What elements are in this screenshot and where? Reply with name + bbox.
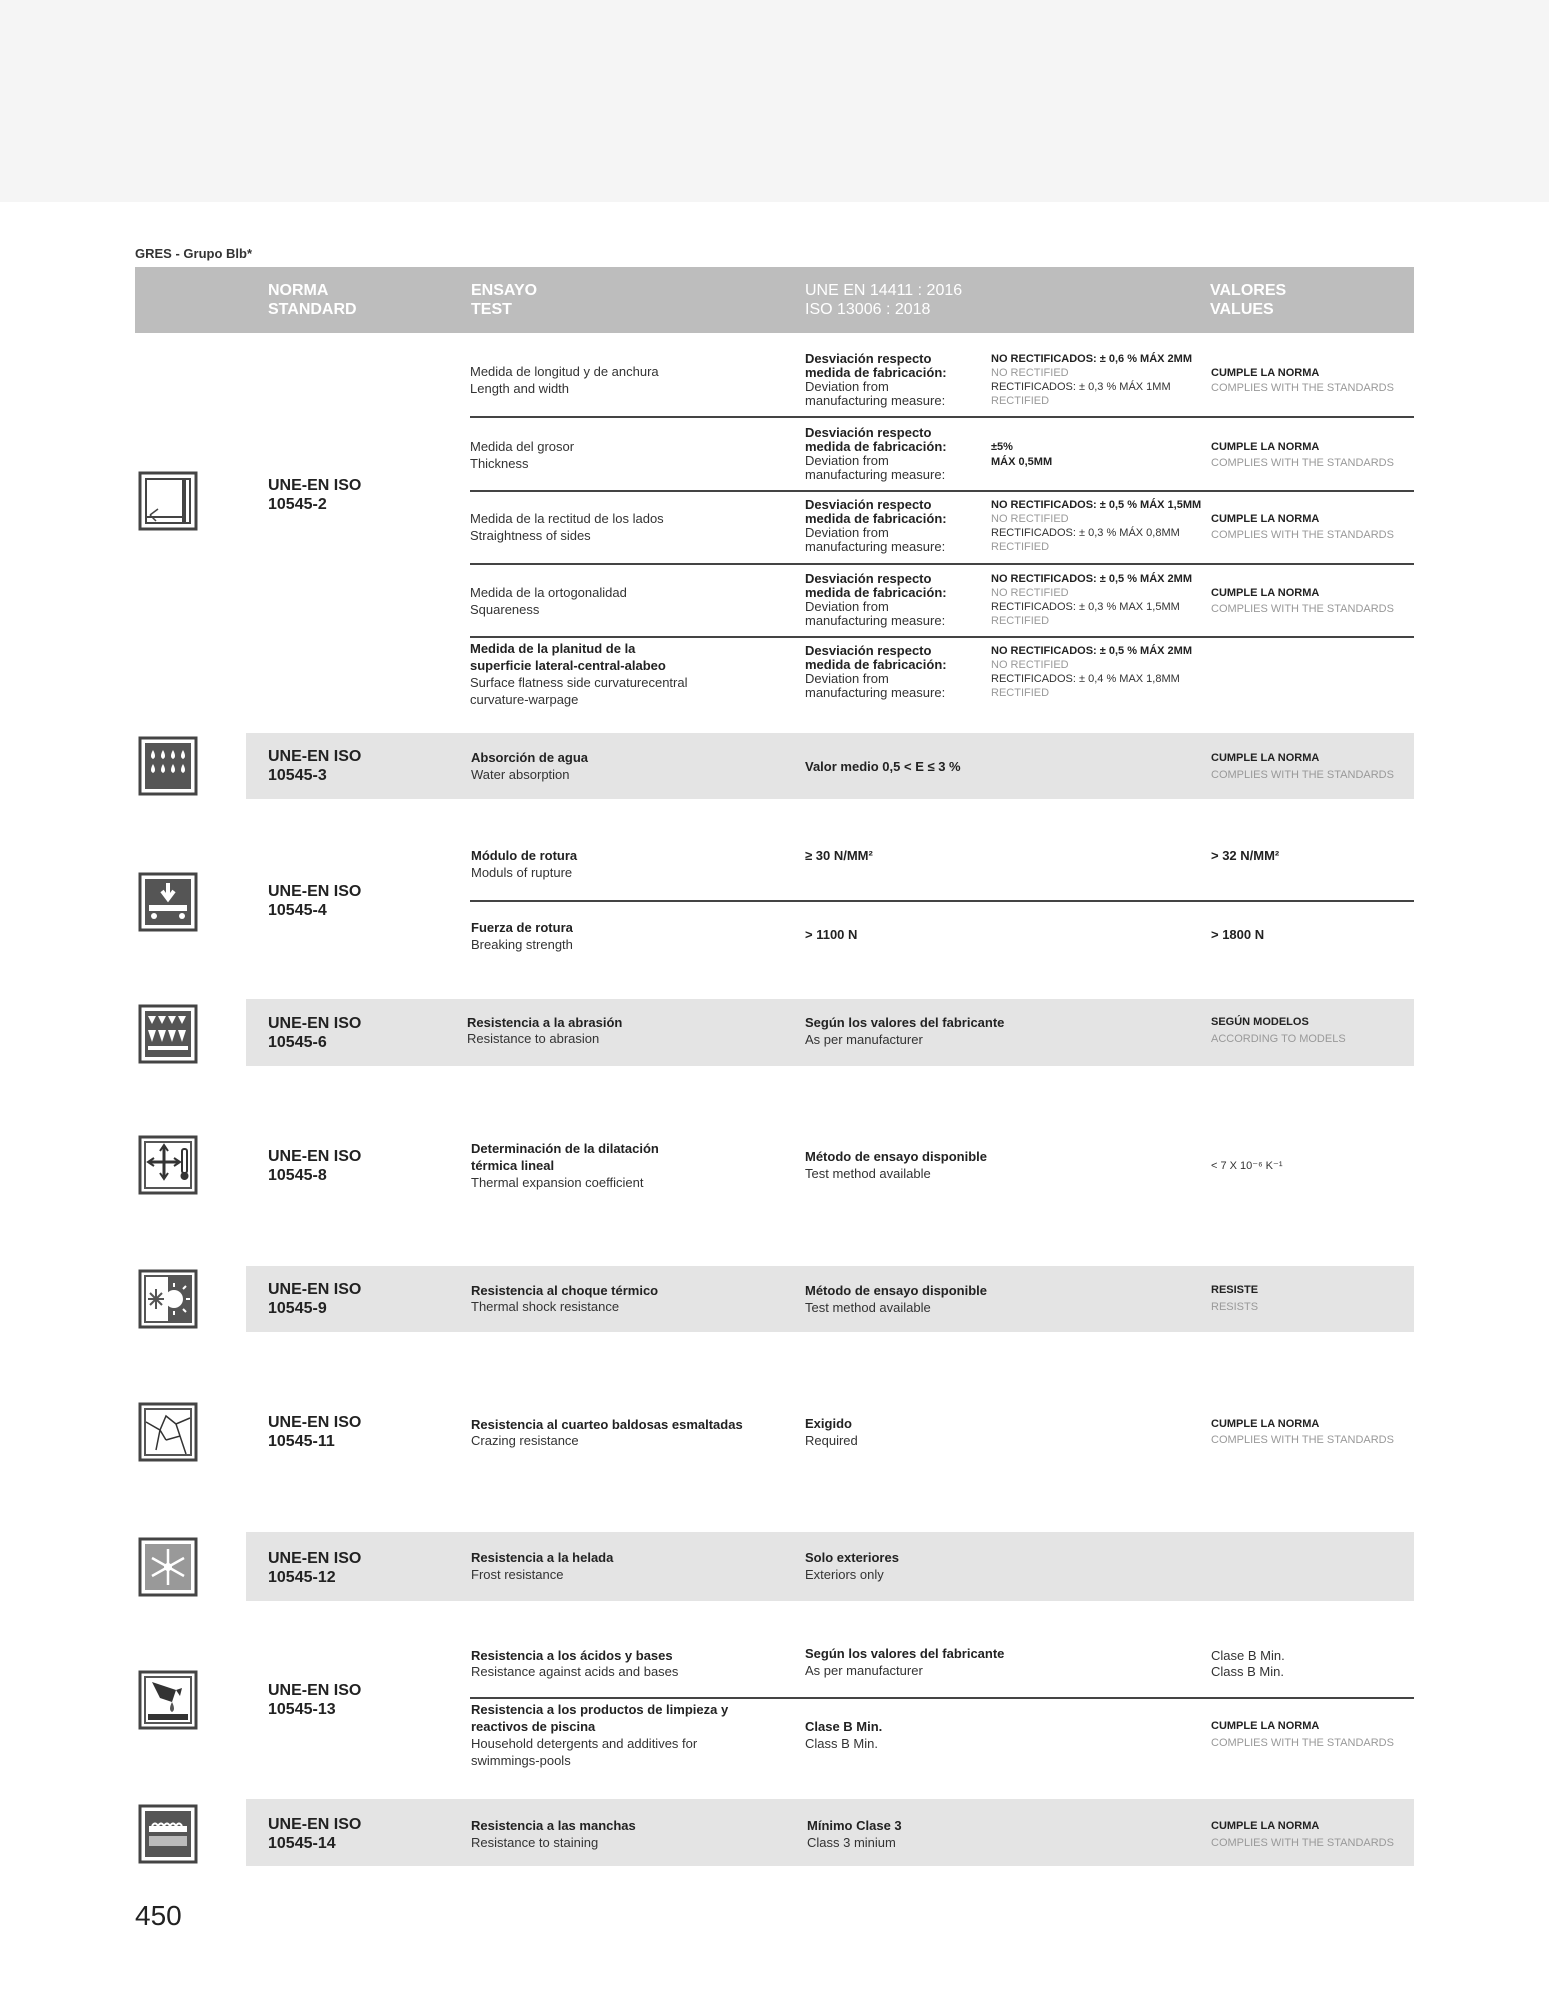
test-es: Resistencia a las manchas bbox=[471, 1818, 636, 1833]
req-line: RECTIFICADOS: ± 0,3 % MÁX 0,8MM bbox=[991, 527, 1180, 539]
req-line: RECTIFICADOS: ± 0,3 % MÁX 1MM bbox=[991, 381, 1171, 393]
test-es: Resistencia a los ácidos y bases bbox=[471, 1648, 673, 1663]
test-en: Resistance against acids and bases bbox=[471, 1664, 679, 1679]
test-es: térmica lineal bbox=[471, 1158, 555, 1173]
frost-icon bbox=[136, 1535, 200, 1599]
test-en: swimmings-pools bbox=[471, 1753, 571, 1768]
header-une: UNE EN 14411 : 2016 bbox=[805, 282, 963, 299]
req-line: ±5% bbox=[991, 441, 1013, 453]
value-complies: COMPLIES WITH THE STANDARDS bbox=[1211, 529, 1394, 541]
value: > 32 N/MM² bbox=[1211, 848, 1280, 863]
desv-line-2: medida de fabricación: bbox=[805, 365, 947, 380]
requirement-en: Test method available bbox=[805, 1300, 931, 1315]
value-complies: COMPLIES WITH THE STANDARDS bbox=[1211, 382, 1394, 394]
value-es: SEGÚN MODELOS bbox=[1211, 1016, 1309, 1028]
row-divider bbox=[470, 563, 1414, 565]
top-margin-band bbox=[0, 0, 1549, 202]
value-complies: COMPLIES WITH THE STANDARDS bbox=[1211, 603, 1394, 615]
test-es: Resistencia al choque térmico bbox=[471, 1283, 659, 1298]
norma-10545-11: UNE-EN ISO 10545-11 bbox=[268, 1414, 362, 1450]
thermal-expansion-icon bbox=[136, 1133, 200, 1197]
norma-10545-12: UNE-EN ISO 10545-12 bbox=[268, 1550, 362, 1586]
row-divider bbox=[470, 900, 1414, 902]
desv-line-1: Desviación respecto bbox=[805, 571, 932, 586]
header-values: VALUES bbox=[1210, 301, 1274, 318]
test-en: Thermal shock resistance bbox=[471, 1299, 620, 1314]
test-straightness-es: Medida de la rectitud de los lados bbox=[470, 511, 664, 526]
test-es: reactivos de piscina bbox=[471, 1719, 596, 1734]
test-en: Water absorption bbox=[471, 767, 570, 782]
requirement-es: Solo exteriores bbox=[805, 1550, 899, 1565]
value-complies: COMPLIES WITH THE STANDARDS bbox=[1211, 1434, 1394, 1446]
dev-line-2: manufacturing measure: bbox=[805, 467, 946, 482]
desv-line-2: medida de fabricación: bbox=[805, 439, 947, 454]
requirement-en: As per manufacturer bbox=[805, 1032, 923, 1047]
test-length-es: Medida de longitud y de anchura bbox=[470, 364, 659, 379]
test-straightness-en: Straightness of sides bbox=[470, 528, 591, 543]
value-es: RESISTE bbox=[1211, 1284, 1259, 1296]
requirement-en: As per manufacturer bbox=[805, 1663, 923, 1678]
dev-line-2: manufacturing measure: bbox=[805, 613, 946, 628]
dev-line-1: Deviation from bbox=[805, 671, 889, 686]
desv-line-2: medida de fabricación: bbox=[805, 657, 947, 672]
row-divider bbox=[470, 1697, 1414, 1699]
test-es: Absorción de agua bbox=[471, 750, 589, 765]
req-line: NO RECTIFIED bbox=[991, 367, 1069, 379]
test-en: Resistance to staining bbox=[471, 1835, 599, 1850]
value-cumple: CUMPLE LA NORMA bbox=[1211, 1820, 1320, 1832]
desv-line-2: medida de fabricación: bbox=[805, 585, 947, 600]
value-complies: COMPLIES WITH THE STANDARDS bbox=[1211, 769, 1394, 781]
req-line: NO RECTIFIED bbox=[991, 587, 1069, 599]
req-line: NO RECTIFIED bbox=[991, 659, 1069, 671]
norma-10545-8: UNE-EN ISO 10545-8 bbox=[268, 1148, 362, 1184]
req-line: NO RECTIFIED bbox=[991, 513, 1069, 525]
test-es: Determinación de la dilatación bbox=[471, 1141, 659, 1156]
desv-line-2: medida de fabricación: bbox=[805, 511, 947, 526]
value-es: Clase B Min. bbox=[1211, 1648, 1285, 1663]
value-cumple: CUMPLE LA NORMA bbox=[1211, 367, 1320, 379]
row-divider bbox=[470, 636, 1414, 638]
test-en: Household detergents and additives for bbox=[471, 1736, 698, 1751]
value-cumple: CUMPLE LA NORMA bbox=[1211, 1418, 1320, 1430]
test-es: Resistencia a la abrasión bbox=[467, 1015, 623, 1030]
req-line: RECTIFIED bbox=[991, 615, 1050, 627]
test-en: Moduls of rupture bbox=[471, 865, 573, 880]
requirement-es: Exigido bbox=[805, 1416, 852, 1431]
test-thickness-en: Thickness bbox=[470, 456, 529, 471]
test-flatness-en: Surface flatness side curvaturecentral bbox=[470, 675, 688, 690]
chemical-resistance-icon bbox=[136, 1668, 200, 1732]
dev-line-1: Deviation from bbox=[805, 453, 889, 468]
req-line: MÁX 0,5MM bbox=[991, 456, 1053, 468]
value-cumple: CUMPLE LA NORMA bbox=[1211, 513, 1320, 525]
value-cumple: CUMPLE LA NORMA bbox=[1211, 1720, 1320, 1732]
page-number: 450 bbox=[135, 1900, 182, 1931]
dimensions-icon bbox=[136, 469, 200, 533]
table-header bbox=[135, 267, 1414, 333]
norma-10545-14: UNE-EN ISO 10545-14 bbox=[268, 1816, 362, 1852]
test-en: Resistance to abrasion bbox=[467, 1031, 600, 1046]
requirement-es: Según los valores del fabricante bbox=[805, 1015, 1005, 1030]
test-es: Resistencia a la helada bbox=[471, 1550, 614, 1565]
value-en: Class B Min. bbox=[1211, 1664, 1284, 1679]
norma-10545-13: UNE-EN ISO 10545-13 bbox=[268, 1682, 362, 1718]
test-thickness-es: Medida del grosor bbox=[470, 439, 575, 454]
test-squareness-es: Medida de la ortogonalidad bbox=[470, 585, 627, 600]
test-es: Fuerza de rotura bbox=[471, 920, 573, 935]
header-valores: VALORES bbox=[1210, 282, 1287, 299]
requirement-en: Exteriors only bbox=[805, 1567, 884, 1582]
req-line: RECTIFIED bbox=[991, 687, 1050, 699]
value: > 1800 N bbox=[1211, 927, 1265, 942]
test-es: Módulo de rotura bbox=[471, 848, 578, 863]
header-norma: NORMA bbox=[268, 282, 329, 299]
dev-line-2: manufacturing measure: bbox=[805, 539, 946, 554]
test-en: Frost resistance bbox=[471, 1567, 564, 1582]
test-en: Crazing resistance bbox=[471, 1433, 579, 1448]
requirement-en: Class B Min. bbox=[805, 1736, 878, 1751]
value-complies: COMPLIES WITH THE STANDARDS bbox=[1211, 1837, 1394, 1849]
bending-force-icon bbox=[136, 870, 200, 934]
row-divider bbox=[470, 490, 1414, 492]
value-en: ACCORDING TO MODELS bbox=[1211, 1033, 1346, 1045]
test-flatness-en: curvature-warpage bbox=[470, 692, 579, 707]
requirement-es: Según los valores del fabricante bbox=[805, 1646, 1005, 1661]
value: < 7 X 10⁻⁶ K⁻¹ bbox=[1211, 1160, 1283, 1172]
req-line: RECTIFICADOS: ± 0,4 % MAX 1,8MM bbox=[991, 673, 1180, 685]
value-cumple: CUMPLE LA NORMA bbox=[1211, 752, 1320, 764]
test-length-en: Length and width bbox=[470, 381, 570, 396]
requirement-es: Método de ensayo disponible bbox=[805, 1149, 988, 1164]
requirement-en: Required bbox=[805, 1433, 858, 1448]
desv-line-1: Desviación respecto bbox=[805, 643, 932, 658]
norma-10545-2: UNE-EN ISO 10545-2 bbox=[268, 477, 362, 513]
requirement: Valor medio 0,5 < E ≤ 3 % bbox=[805, 759, 961, 774]
staining-icon bbox=[136, 1802, 200, 1866]
req-line: NO RECTIFICADOS: ± 0,5 % MÁX 2MM bbox=[991, 645, 1192, 657]
table-caption: GRES - Grupo Blb* bbox=[135, 246, 252, 261]
test-flatness-es: Medida de la planitud de la bbox=[470, 641, 636, 656]
norma-10545-4: UNE-EN ISO 10545-4 bbox=[268, 883, 362, 919]
dev-line-1: Deviation from bbox=[805, 379, 889, 394]
requirement-es: Clase B Min. bbox=[805, 1719, 883, 1734]
norma-10545-3: UNE-EN ISO 10545-3 bbox=[268, 748, 362, 784]
requirement: > 1100 N bbox=[805, 927, 858, 942]
requirement-es: Mínimo Clase 3 bbox=[807, 1818, 902, 1833]
desv-line-1: Desviación respecto bbox=[805, 351, 932, 366]
value-complies: COMPLIES WITH THE STANDARDS bbox=[1211, 1737, 1394, 1749]
water-drops-icon bbox=[136, 734, 200, 798]
req-line: RECTIFIED bbox=[991, 395, 1050, 407]
test-es: Resistencia a los productos de limpieza y bbox=[471, 1702, 729, 1717]
requirement-en: Test method available bbox=[805, 1166, 931, 1181]
test-es: Resistencia al cuarteo baldosas esmaltadas bbox=[471, 1417, 743, 1432]
header-standard: STANDARD bbox=[268, 301, 357, 318]
section-band bbox=[246, 1266, 1414, 1332]
test-flatness-es: superficie lateral-central-alabeo bbox=[470, 658, 666, 673]
header-ensayo: ENSAYO bbox=[471, 282, 538, 299]
desv-line-1: Desviación respecto bbox=[805, 497, 932, 512]
requirement-es: Método de ensayo disponible bbox=[805, 1283, 988, 1298]
dev-line-1: Deviation from bbox=[805, 599, 889, 614]
dev-line-1: Deviation from bbox=[805, 525, 889, 540]
requirement: ≥ 30 N/MM² bbox=[805, 848, 873, 863]
req-line: NO RECTIFICADOS: ± 0,5 % MÁX 1,5MM bbox=[991, 499, 1202, 511]
norma-10545-6: UNE-EN ISO 10545-6 bbox=[268, 1015, 362, 1051]
test-squareness-en: Squareness bbox=[470, 602, 540, 617]
norma-10545-9: UNE-EN ISO 10545-9 bbox=[268, 1281, 362, 1317]
header-test: TEST bbox=[471, 301, 512, 318]
header-iso: ISO 13006 : 2018 bbox=[805, 301, 931, 318]
test-en: Breaking strength bbox=[471, 937, 573, 952]
dev-line-2: manufacturing measure: bbox=[805, 393, 946, 408]
value-complies: COMPLIES WITH THE STANDARDS bbox=[1211, 457, 1394, 469]
value-en: RESISTS bbox=[1211, 1301, 1259, 1313]
value-cumple: CUMPLE LA NORMA bbox=[1211, 587, 1320, 599]
desv-line-1: Desviación respecto bbox=[805, 425, 932, 440]
test-en: Thermal expansion coefficient bbox=[471, 1175, 644, 1190]
crazing-icon bbox=[136, 1400, 200, 1464]
req-line: NO RECTIFICADOS: ± 0,5 % MÁX 2MM bbox=[991, 573, 1192, 585]
req-line: NO RECTIFICADOS: ± 0,6 % MÁX 2MM bbox=[991, 353, 1192, 365]
abrasion-icon bbox=[136, 1002, 200, 1066]
req-line: RECTIFICADOS: ± 0,3 % MAX 1,5MM bbox=[991, 601, 1180, 613]
value-cumple: CUMPLE LA NORMA bbox=[1211, 441, 1320, 453]
requirement-en: Class 3 minium bbox=[807, 1835, 896, 1850]
req-line: RECTIFIED bbox=[991, 541, 1050, 553]
dev-line-2: manufacturing measure: bbox=[805, 685, 946, 700]
thermal-shock-icon bbox=[136, 1267, 200, 1331]
row-divider bbox=[470, 416, 1414, 418]
